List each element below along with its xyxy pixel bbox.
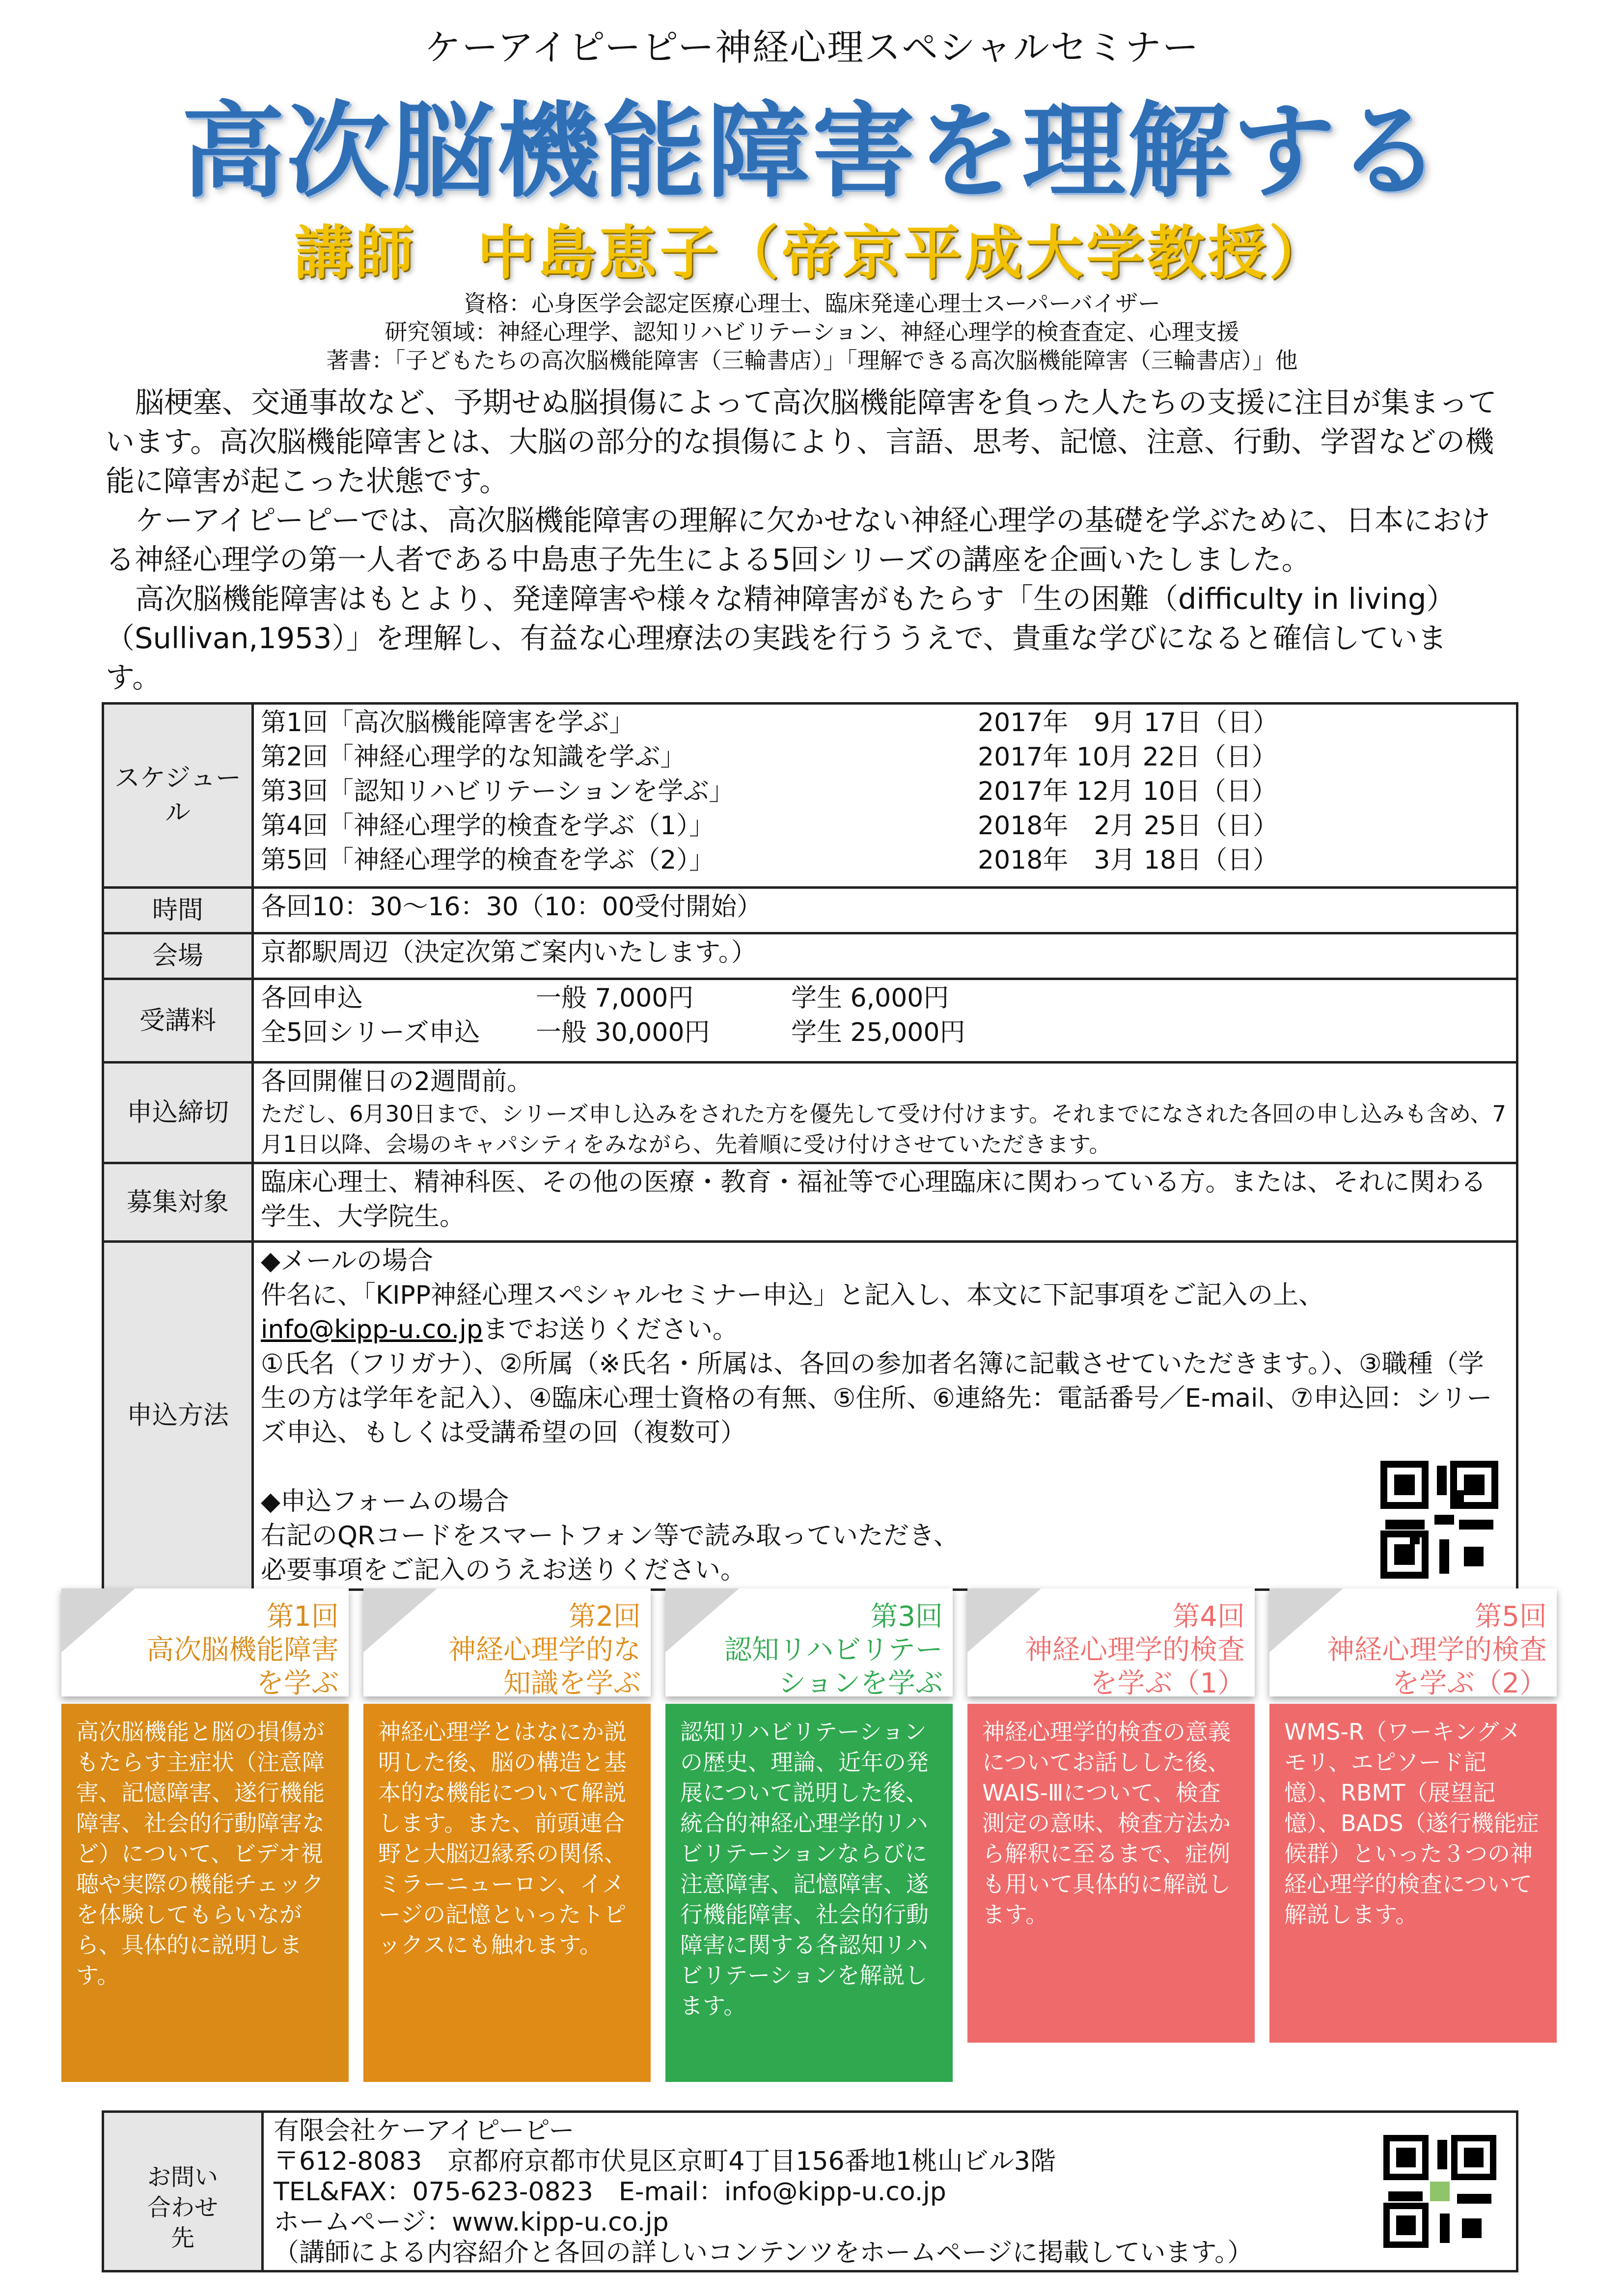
schedule-label: スケジュール xyxy=(103,704,253,888)
schedule-row xyxy=(103,704,1517,888)
session-number: 第4回 xyxy=(1172,1601,1245,1633)
schedule-title: 第1回「高次脳機能障害を学ぶ」 xyxy=(261,708,635,738)
time-label: 時間 xyxy=(103,888,253,933)
session-number: 第2回 xyxy=(568,1601,641,1633)
email-link[interactable]: info@kipp-u.co.jp xyxy=(261,1315,483,1344)
deadline-label: 申込締切 xyxy=(103,1063,253,1163)
lecturer-books: 著書：「子どもたちの高次脳機能障害（三輪書店）」「理解できる高次脳機能障害（三輪書店）」他 xyxy=(326,347,1298,374)
deadline-cell xyxy=(253,1063,1517,1163)
schedule-item xyxy=(261,740,1509,774)
schedule-title: 第2回「神経心理学的な知識を学ぶ」 xyxy=(261,742,686,772)
fee-type: 各回申込 xyxy=(261,984,363,1013)
venue-row xyxy=(103,933,1517,979)
session-1-description: 高次脳機能と脳の損傷がもたらす主症状（注意障害、記憶障害、遂行機能障害、社会的行動障害など）について、ビデオ視聴や実際の機能チェックを体験してもらいながら、具体的に説明します。 xyxy=(61,1704,349,2082)
apply-form-heading: ◆申込フォームの場合 xyxy=(261,1487,509,1516)
time-value: 各回10：30～16：30（10：00受付開始） xyxy=(253,888,1517,933)
intro-text xyxy=(106,383,1500,697)
session-title: 高次脳機能障害 xyxy=(146,1634,339,1666)
schedule-date: 2018年 2月 25日（日） xyxy=(978,811,1279,841)
schedule-title: 第5回「神経心理学的検査を学ぶ（2）」 xyxy=(261,846,715,875)
session-title: を学ぶ xyxy=(256,1667,339,1699)
session-number: 第1回 xyxy=(266,1601,339,1633)
schedule-title: 第3回「認知リハビリテーションを学ぶ」 xyxy=(261,777,735,806)
apply-mail-suffix: までお送りください。 xyxy=(482,1315,738,1344)
session-title: ションを学ぶ xyxy=(778,1667,943,1699)
lecturer-name: 講師 中島恵子（帝京平成大学教授） xyxy=(294,219,1330,287)
application-qr-code[interactable] xyxy=(1380,1461,1498,1579)
session-title: 認知リハビリテー xyxy=(724,1634,943,1666)
schedule-date: 2017年 9月 17日（日） xyxy=(978,708,1279,738)
apply-cell xyxy=(253,1242,1517,1590)
session-number: 第5回 xyxy=(1474,1601,1547,1633)
contact-box xyxy=(102,2110,1518,2272)
session-5-tab xyxy=(1269,1588,1557,1699)
contact-note: （講師による内容紹介と各回の詳しいコンテンツをホームページに掲載しています。） xyxy=(274,2238,1253,2268)
fee-general: 一般 7,000円 xyxy=(536,984,694,1013)
intro-paragraph-1: 脳梗塞、交通事故など、予期せぬ脳損傷によって高次脳機能障害を負った人たちの支援に注目が集まっています。高次脳機能障害とは、大脳の部分的な損傷により、言語、思考、記憶、注意、行動、学習などの機能に障害が起こった状態です。 xyxy=(106,385,1497,498)
session-3-tab xyxy=(665,1588,953,1699)
apply-mail-heading: ◆メールの場合 xyxy=(261,1246,433,1276)
session-2-description: 神経心理学とはなにか説明した後、脳の構造と基本的な機能について解説します。また、前頭連合野と大脳辺縁系の関係、ミラーニューロン、イメージの記憶といったトピックスにも触れます。 xyxy=(363,1704,651,2082)
session-5-description: WMS-R（ワーキングメモリ、エピソード記憶）、RBMT（展望記憶）、BADS（遂行機能症候群）といった３つの神経心理学的検査について解説します。 xyxy=(1269,1704,1557,2043)
company-tel-email[interactable]: TEL&FAX：075-623-0823 E-mail：info@kipp-u.co.jp xyxy=(274,2177,946,2207)
schedule-date: 2017年 10月 22日（日） xyxy=(978,742,1277,772)
website-qr-code[interactable] xyxy=(1383,2135,1496,2248)
seminar-subtitle: ケーアイピーピー神経心理スペシャルセミナー xyxy=(424,27,1200,69)
apply-mail-instruction: 件名に、「KIPP神経心理スペシャルセミナー申込」と記入し、本文に下記事項をご記入の上、 xyxy=(261,1281,1324,1310)
fee-series xyxy=(261,1015,1509,1050)
session-1-tab xyxy=(61,1588,349,1699)
schedule-title: 第4回「神経心理学的検査を学ぶ（1）」 xyxy=(261,811,715,841)
session-title: を学ぶ（2） xyxy=(1392,1667,1547,1699)
fee-general: 一般 30,000円 xyxy=(536,1018,710,1047)
apply-label: 申込方法 xyxy=(103,1242,253,1590)
session-title: 知識を学ぶ xyxy=(503,1667,641,1699)
seminar-info-table xyxy=(102,702,1518,1591)
schedule-date: 2017年 12月 10日（日） xyxy=(978,777,1277,806)
session-2-tab xyxy=(363,1588,651,1699)
schedule-item xyxy=(261,809,1509,843)
company-name: 有限会社ケーアイピーピー xyxy=(274,2116,575,2146)
session-4-tab xyxy=(967,1588,1255,1699)
apply-row xyxy=(103,1242,1517,1590)
company-website-link[interactable]: ホームページ：www.kipp-u.co.jp xyxy=(274,2208,669,2237)
page-title: 高次脳機能障害を理解する xyxy=(181,91,1443,212)
deadline-main: 各回開催日の2週間前。 xyxy=(261,1067,533,1096)
fee-label: 受講料 xyxy=(103,979,253,1063)
session-title: を学ぶ（1） xyxy=(1090,1667,1245,1699)
schedule-date: 2018年 3月 18日（日） xyxy=(978,846,1279,875)
apply-mail-line xyxy=(261,1312,1509,1347)
deadline-row xyxy=(103,1063,1517,1163)
fee-student: 学生 6,000円 xyxy=(791,984,949,1013)
company-address: 〒612-8083 京都府京都市伏見区京町4丁目156番地1桃山ビル3階 xyxy=(274,2147,1056,2176)
fee-row xyxy=(103,979,1517,1063)
session-title: 神経心理学的検査 xyxy=(1025,1634,1245,1666)
schedule-item xyxy=(261,774,1509,809)
fee-student: 学生 25,000円 xyxy=(791,1018,965,1047)
apply-mail-items: ①氏名（フリガナ）、②所属（※氏名・所属は、各回の参加者名簿に記載させていただきます。）、③職種（学生の方は学年を記入）、④臨床心理士資格の有無、⑤住所、⑥連絡先：電話番号／E-mail、⑦申込回：シリーズ申込、もしくは受講希望の回（複数可） xyxy=(261,1349,1492,1448)
venue-label: 会場 xyxy=(103,933,253,979)
schedule-item xyxy=(261,843,1509,877)
contact-label: お問い合わせ先 xyxy=(104,2113,264,2270)
apply-form-instruction-2: 必要事項をご記入のうえお送りください。 xyxy=(261,1556,746,1585)
session-title: 神経心理学的検査 xyxy=(1327,1634,1547,1666)
intro-paragraph-3: 高次脳機能障害はもとより、発達障害や様々な精神障害がもたらす「生の困難（difficulty in living）（Sullivan,1953）」を理解し、有益な心理療法の実践を行ううえで、貴重な学びになると確信しています。 xyxy=(106,582,1456,694)
target-row xyxy=(103,1163,1517,1242)
venue-value: 京都駅周辺（決定次第ご案内いたします。） xyxy=(253,933,1517,979)
lecturer-qualification: 資格：心身医学会認定医療心理士、臨床発達心理士スーパーバイザー xyxy=(463,290,1161,317)
target-value: 臨床心理士、精神科医、その他の医療・教育・福祉等で心理臨床に関わっている方。または、それに関わる学生、大学院生。 xyxy=(253,1163,1517,1242)
contact-details xyxy=(274,2116,1253,2268)
target-label: 募集対象 xyxy=(103,1163,253,1242)
session-3-description: 認知リハビリテーションの歴史、理論、近年の発展について説明した後、統合的神経心理学的リハビリテーションならびに注意障害、記憶障害、遂行機能障害、社会的行動障害に関する各認知リハビリテーションを解説します。 xyxy=(665,1704,953,2082)
intro-paragraph-2: ケーアイピーピーでは、高次脳機能障害の理解に欠かせない神経心理学の基礎を学ぶために、日本における神経心理学の第一人者である中島恵子先生による5回シリーズの講座を企画いたしました。 xyxy=(106,503,1491,576)
session-4-description: 神経心理学的検査の意義についてお話しした後、WAIS-Ⅲについて、検査測定の意味、検査方法から解釈に至るまで、症例も用いて具体的に解説します。 xyxy=(967,1704,1255,2043)
deadline-note: ただし、6月30日まで、シリーズ申し込みをされた方を優先して受け付けます。それまでになされた各回の申し込みも含め、7月1日以降、会場のキャパシティをみながら、先着順に受け付けさせていただきます。 xyxy=(261,1101,1506,1157)
lecturer-research-field: 研究領域：神経心理学、認知リハビリテーション、神経心理学的検査査定、心理支援 xyxy=(385,319,1239,345)
fee-cell xyxy=(253,979,1517,1063)
apply-form-instruction: 右記のQRコードをスマートフォン等で読み取っていただき、 xyxy=(261,1521,959,1551)
session-number: 第3回 xyxy=(870,1601,943,1633)
fee-type: 全5回シリーズ申込 xyxy=(261,1018,480,1047)
time-row xyxy=(103,888,1517,933)
session-title: 神経心理学的な xyxy=(448,1634,641,1666)
fee-single xyxy=(261,981,1509,1015)
schedule-item xyxy=(261,706,1509,740)
schedule-cell xyxy=(253,704,1517,888)
